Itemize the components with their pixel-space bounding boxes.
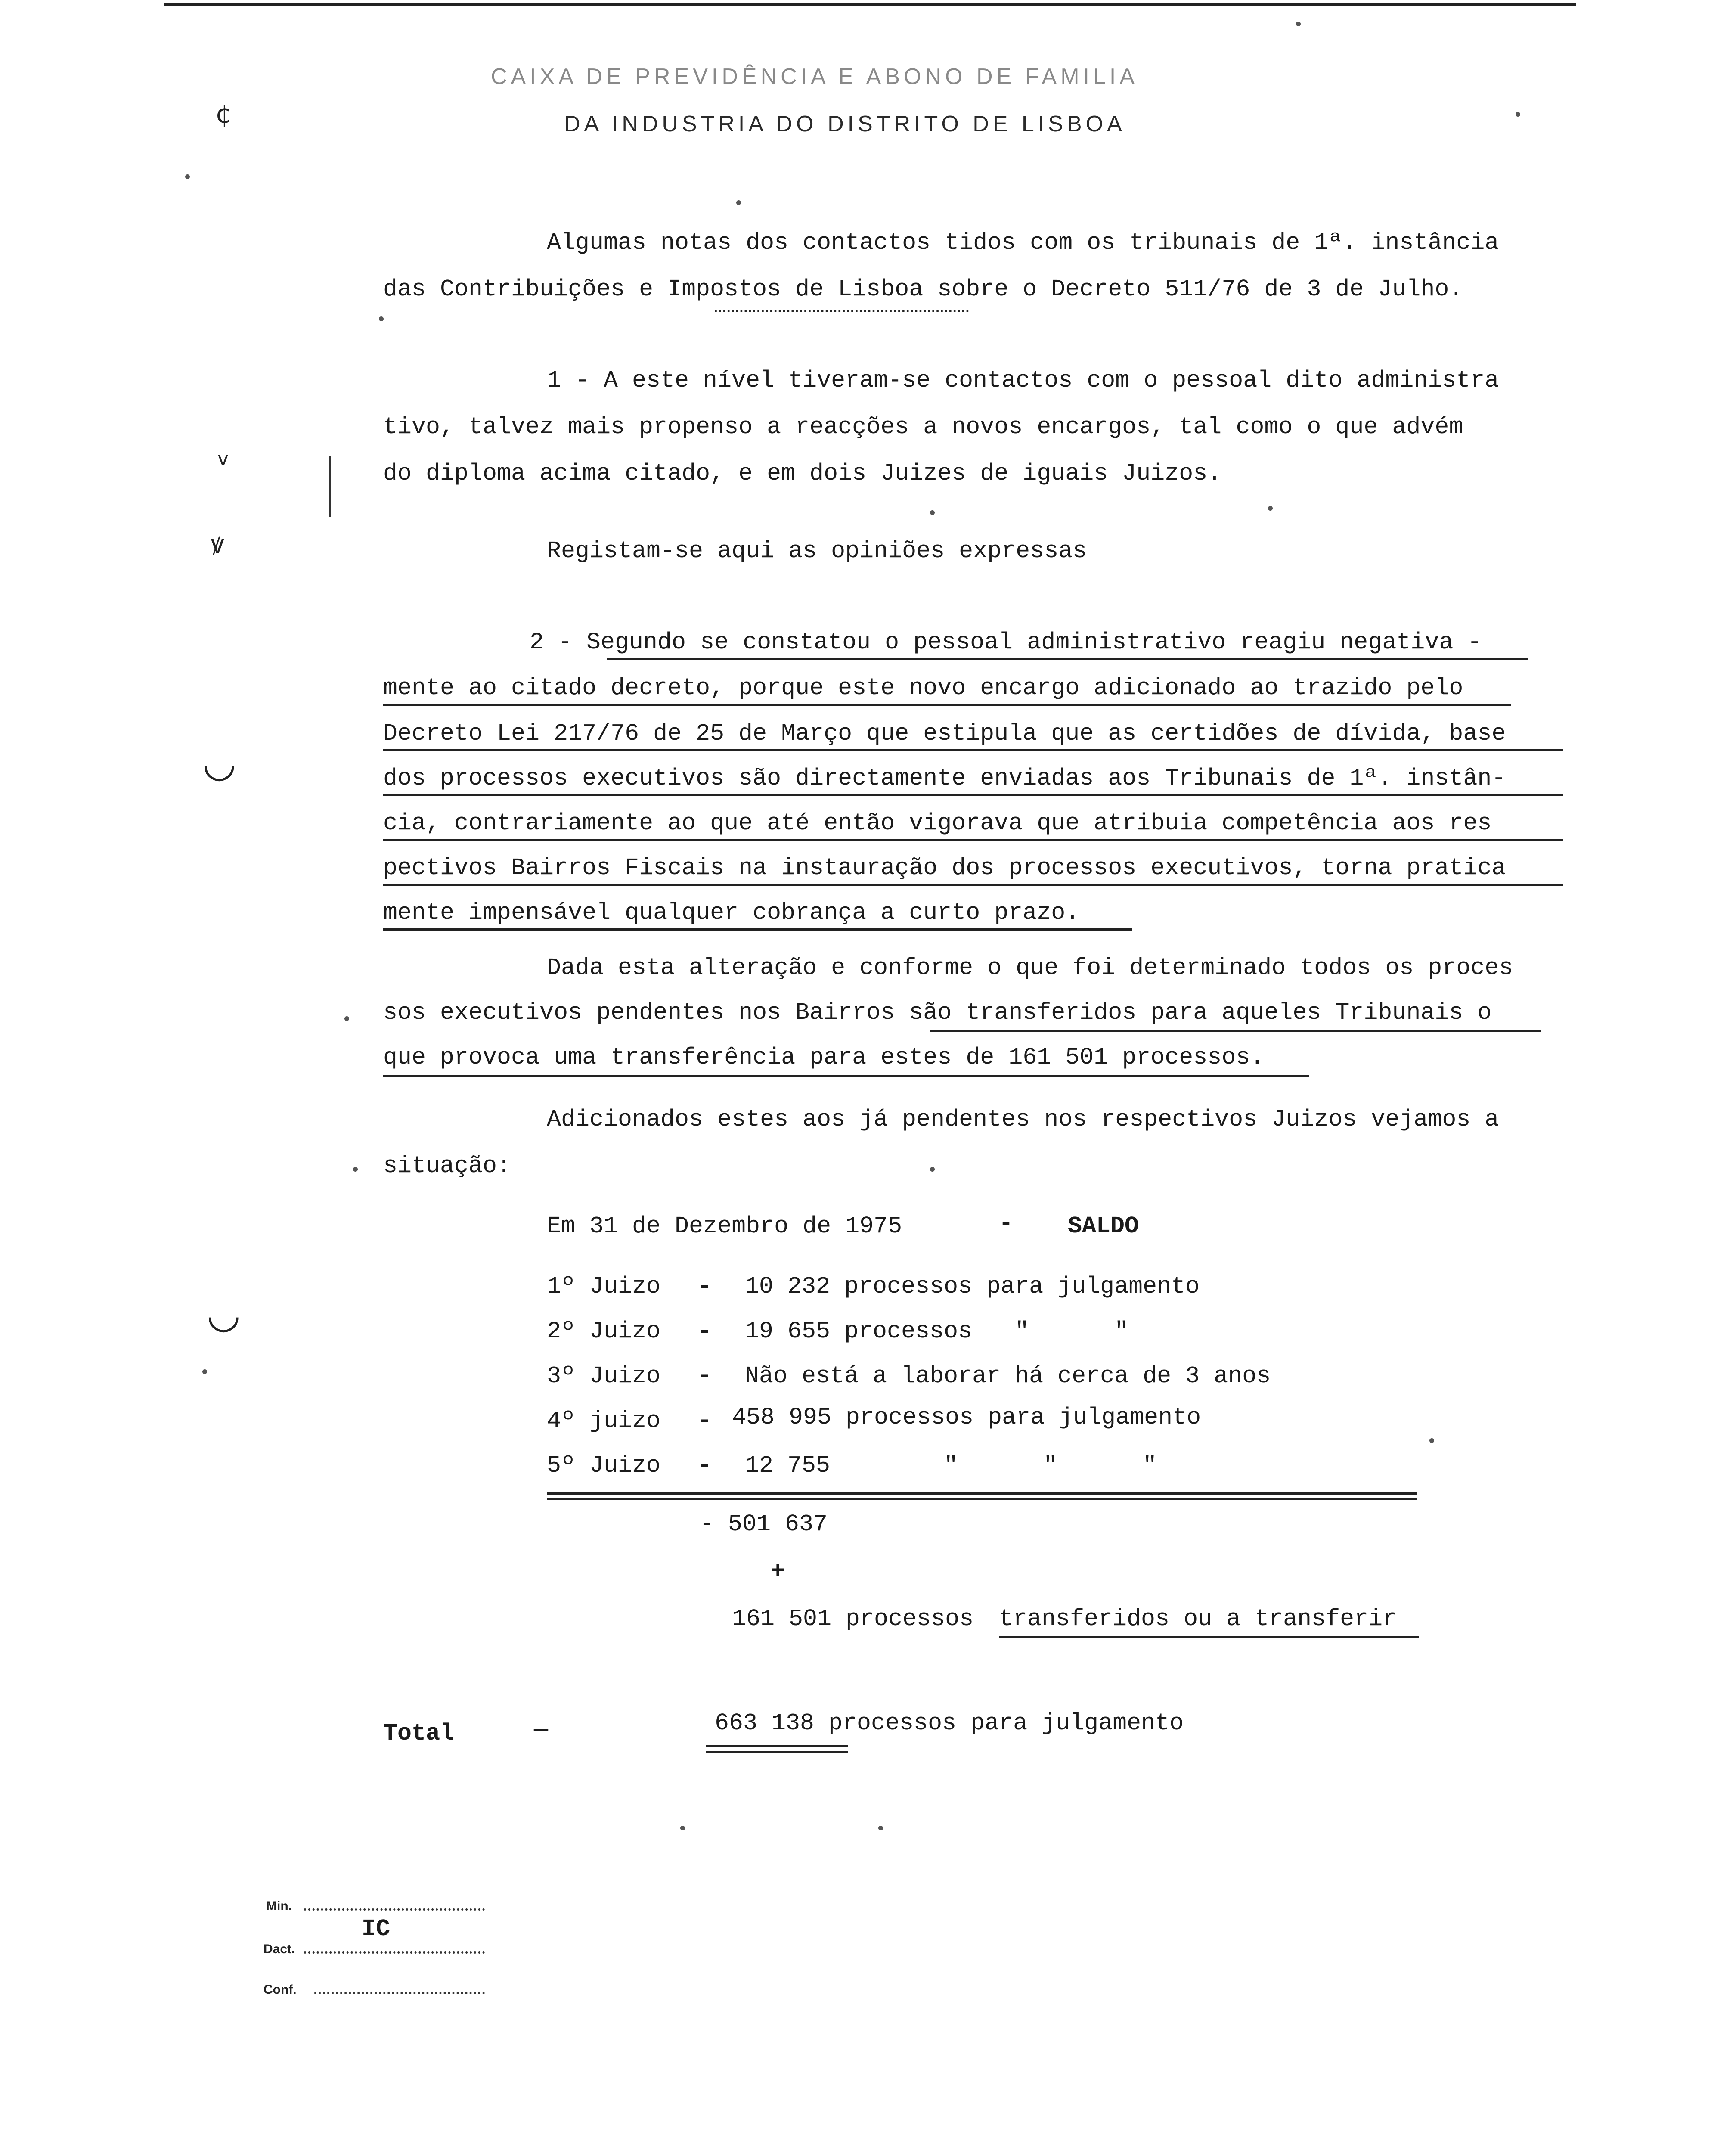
row-dash: - bbox=[698, 1273, 712, 1300]
row-court: 5º Juizo bbox=[547, 1452, 661, 1479]
para2-line-5: cia, contrariamente ao que até então vigorava que atribuia competência aos res bbox=[383, 810, 1492, 837]
para3-line-2: sos executivos pendentes nos Bairros são transferidos para aqueles Tribunais o bbox=[383, 999, 1492, 1026]
plus-sign: + bbox=[771, 1558, 785, 1585]
footer-dact-line bbox=[304, 1951, 485, 1954]
row-dash: - bbox=[698, 1407, 712, 1434]
para2-line-4: dos processos executivos são directamente enviadas aos Tribunais de 1ª. instân- bbox=[383, 765, 1506, 792]
total-value: 663 138 processos para julgamento bbox=[715, 1709, 1184, 1737]
para2-underline-2 bbox=[383, 704, 1511, 706]
row-court: 4º juizo bbox=[547, 1407, 661, 1434]
margin-line bbox=[329, 456, 331, 517]
total-double-underline bbox=[706, 1745, 848, 1747]
para1-line-1: 1 - A este nível tiveram-se contactos com o pessoal dito administra bbox=[547, 367, 1499, 394]
header-line-2: DA INDUSTRIA DO DISTRITO DE LISBOA bbox=[564, 112, 1126, 137]
para2-underline-3 bbox=[383, 749, 1563, 751]
row-court: 3º Juizo bbox=[547, 1362, 661, 1390]
row-dash: - bbox=[698, 1318, 712, 1345]
table-date: Em 31 de Dezembro de 1975 bbox=[547, 1213, 902, 1240]
speck bbox=[202, 1369, 207, 1374]
footer-dact-label: Dact. bbox=[264, 1942, 295, 1956]
row-value: Não está a laborar há cerca de 3 anos bbox=[745, 1362, 1271, 1390]
speck bbox=[353, 1167, 358, 1172]
top-rule bbox=[164, 3, 1576, 6]
para2-underline-5 bbox=[383, 839, 1563, 841]
footer-conf-label: Conf. bbox=[264, 1982, 297, 1997]
para3-line-3: que provoca uma transferência para estes de 161 501 processos. bbox=[383, 1044, 1265, 1071]
para4-line-2: situação: bbox=[383, 1152, 512, 1179]
para4-line-1: Adicionados estes aos já pendentes nos respectivos Juizos vejamos a bbox=[547, 1106, 1499, 1133]
para2-line-2: mente ao citado decreto, porque este novo encargo adicionado ao trazido pelo bbox=[383, 674, 1463, 701]
speck bbox=[185, 174, 190, 179]
row-dash: - bbox=[698, 1452, 712, 1479]
row-court: 2º Juizo bbox=[547, 1318, 661, 1345]
opinions-line: Registam-se aqui as opiniões expressas bbox=[547, 537, 1087, 565]
speck bbox=[736, 200, 741, 205]
para1-line-2: tivo, talvez mais propenso a reacções a novos encargos, tal como o que advém bbox=[383, 413, 1463, 441]
table-rule bbox=[547, 1498, 1417, 1500]
para3-line-1: Dada esta alteração e conforme o que foi determinado todos os proces bbox=[547, 954, 1513, 981]
speck bbox=[1296, 22, 1301, 26]
row-value: 10 232 processos para julgamento bbox=[745, 1273, 1200, 1300]
table-rule bbox=[547, 1492, 1417, 1495]
para2-underline-6 bbox=[383, 884, 1563, 886]
speck bbox=[878, 1826, 883, 1830]
speck bbox=[680, 1826, 685, 1830]
transferred-underline bbox=[999, 1636, 1419, 1638]
speck bbox=[930, 510, 935, 515]
para2-line-1: 2 - Segundo se constatou o pessoal administrativo reagiu negativa - bbox=[530, 629, 1482, 656]
speck bbox=[379, 316, 384, 321]
para2-underline-4 bbox=[383, 794, 1563, 796]
footer-conf-line bbox=[314, 1992, 485, 1994]
total-double-underline bbox=[706, 1751, 848, 1753]
intro-underline bbox=[715, 310, 969, 312]
footer-dact-value: IC bbox=[362, 1915, 391, 1942]
table-saldo: SALDO bbox=[1068, 1213, 1139, 1240]
speck bbox=[930, 1167, 935, 1172]
row-dash: - bbox=[698, 1362, 712, 1390]
table-date-dash: - bbox=[999, 1210, 1014, 1237]
margin-mark: ꝟ bbox=[211, 529, 224, 559]
para1-line-3: do diploma acima citado, e em dois Juizes de iguais Juizos. bbox=[383, 460, 1222, 487]
row-value: 19 655 processos " " bbox=[745, 1318, 1129, 1345]
footer-min-line bbox=[304, 1908, 485, 1911]
speck bbox=[1429, 1438, 1434, 1443]
footer-min-label: Min. bbox=[266, 1899, 292, 1913]
speck bbox=[1516, 112, 1520, 117]
para2-line-7: mente impensável qualquer cobrança a curto prazo. bbox=[383, 899, 1080, 926]
transferred-number: 161 501 processos bbox=[732, 1605, 974, 1632]
intro-line-2: das Contribuições e Impostos de Lisboa sobre o Decreto 511/76 de 3 de Julho. bbox=[383, 276, 1463, 303]
margin-mark: ¢ bbox=[215, 99, 232, 129]
margin-mark: ◡ bbox=[207, 1292, 241, 1337]
speck bbox=[1268, 506, 1273, 511]
intro-line-1: Algumas notas dos contactos tidos com os tribunais de 1ª. instância bbox=[547, 229, 1499, 256]
total-label: Total bbox=[383, 1720, 455, 1747]
speck bbox=[344, 1016, 349, 1021]
transferred-text: transferidos ou a transferir bbox=[999, 1605, 1397, 1632]
margin-mark: ◡ bbox=[202, 741, 236, 786]
row-court: 1º Juizo bbox=[547, 1273, 661, 1300]
total-dash: — bbox=[534, 1716, 549, 1743]
header-line-1: CAIXA DE PREVIDÊNCIA E ABONO DE FAMILIA bbox=[491, 64, 1139, 89]
para2-line-3: Decreto Lei 217/76 de 25 de Março que estipula que as certidões de dívida, base bbox=[383, 720, 1506, 747]
para2-underline-1 bbox=[607, 658, 1528, 660]
subtotal: - 501 637 bbox=[700, 1511, 828, 1538]
para2-line-6: pectivos Bairros Fiscais na instauração dos processos executivos, torna pratica bbox=[383, 854, 1506, 881]
row-value: 12 755 " " " bbox=[745, 1452, 1157, 1479]
margin-mark: v bbox=[217, 448, 229, 470]
para2-underline-7 bbox=[383, 928, 1132, 931]
row-value: 458 995 processos para julgamento bbox=[732, 1404, 1201, 1431]
para3-underline-1 bbox=[930, 1030, 1541, 1032]
para3-underline-2 bbox=[383, 1075, 1309, 1077]
